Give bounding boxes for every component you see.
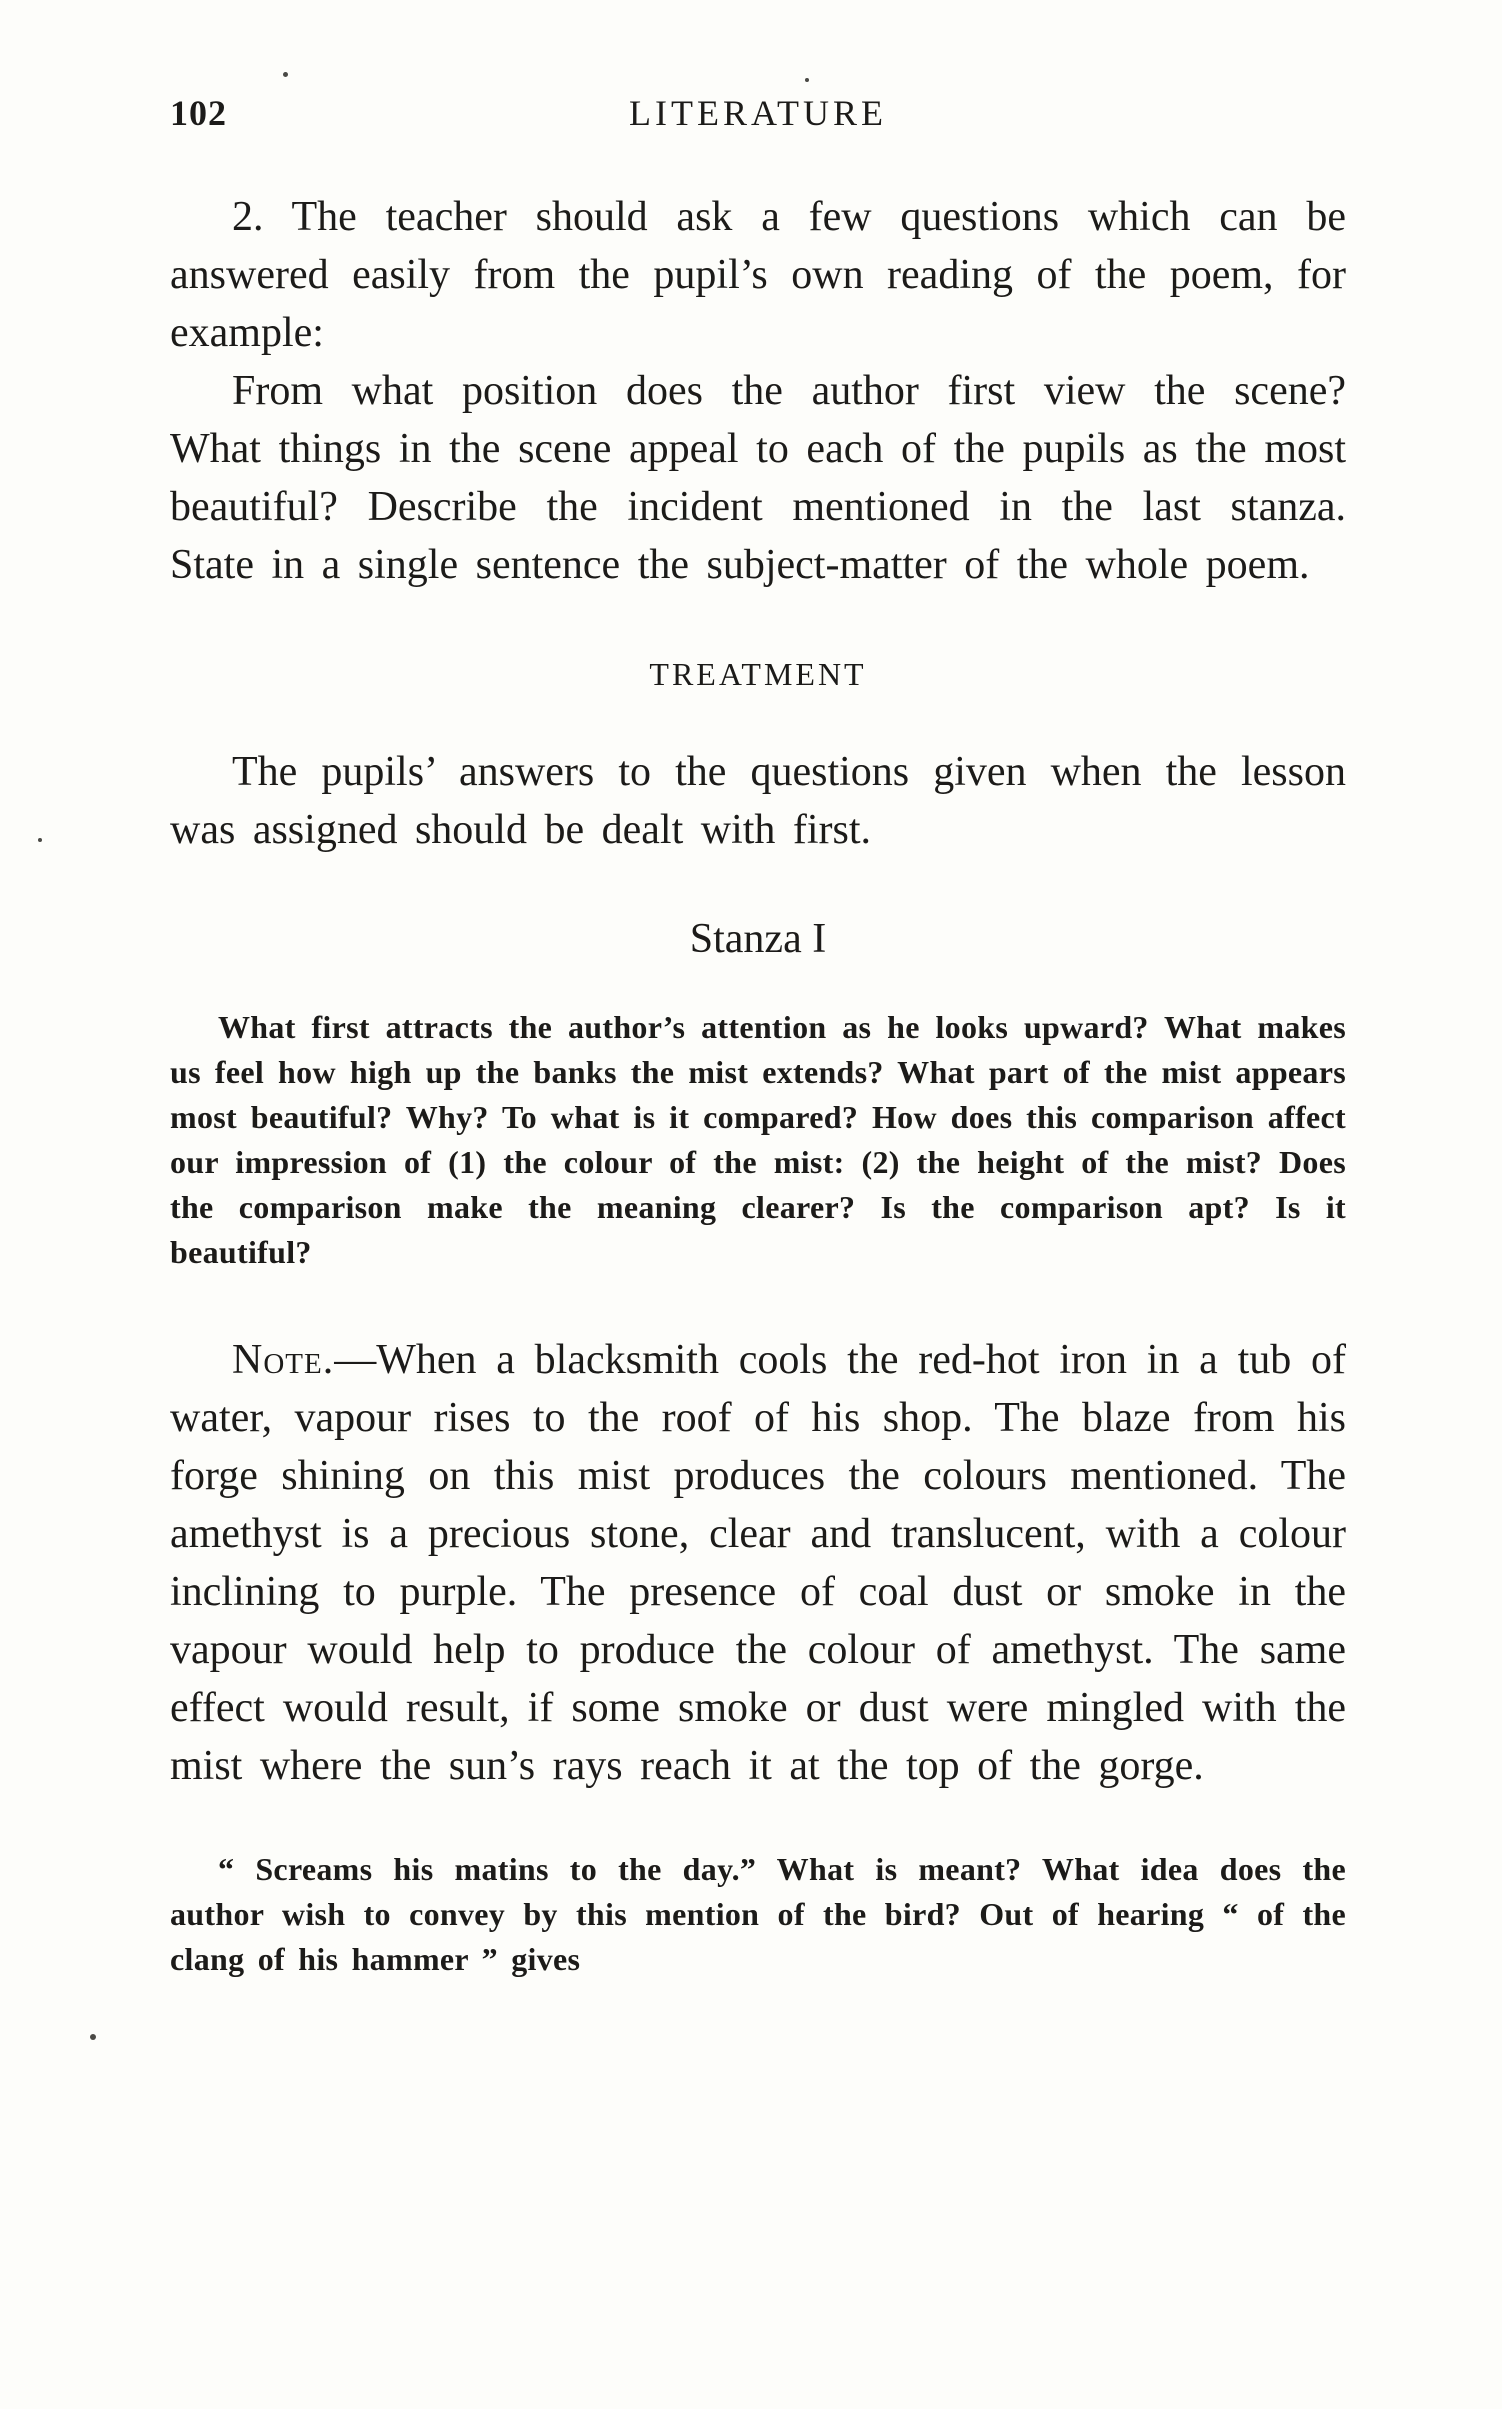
screams-quote: “ Screams his matins to the day.”: [218, 1851, 757, 1887]
paragraph-stanza-questions: What first attracts the author’s attention as he looks upward? What makes us feel how high up the banks the mist extends? What part of the mist appears most beautiful? Why? To what is it compared? How does this comparison affect our impression of (1) the colour of the mist: (2) the height of the mist? Does the comparison make the meaning clearer? Is the comparison apt? Is it beautiful?: [170, 1009, 1346, 1270]
paragraph-treatment: The pupils’ answers to the questions given when the lesson was assigned should be dealt with first.: [170, 749, 1346, 853]
page-number: 102: [170, 93, 227, 133]
heading-stanza-one: Stanza I: [689, 916, 827, 962]
scan-speck: [38, 838, 42, 842]
paragraph-teacher-questions: 2. The teacher should ask a few questions which can be answered easily from the pupil’s own reading of the poem, for example:: [170, 194, 1346, 356]
paragraph-note: [170, 1331, 1346, 1795]
heading-treatment: TREATMENT: [649, 656, 867, 692]
note-text: —When a blacksmith cools the red-hot iron in a tub of water, vapour rises to the roof of his shop. The blaze from his forge shining on this mist produces the colours mentioned. The amethyst is a precious stone, clear and translucent, with a colour inclining to purple. The presence of coal dust or smoke in the vapour would help to produce the colour of amethyst. The same effect would result, if some smoke or dust were mingled with the mist where the sun’s rays reach it at the top of the gorge.: [170, 1337, 1346, 1789]
scan-speck: [283, 72, 288, 77]
scan-speck: [90, 2034, 96, 2040]
screams-rest: What is meant? What idea does the author wish to convey by this mention of the bird? Out of hearing “ of the clang of his hammer ” gives: [170, 1851, 1346, 1977]
running-title: LITERATURE: [629, 93, 887, 133]
scan-speck: [805, 78, 809, 82]
note-label: Note.: [232, 1337, 335, 1383]
page-header: [170, 92, 1346, 148]
paragraph-example-questions: From what position does the author first view the scene? What things in the scene appeal to each of the pupils as the most beautiful? Describe the incident mentioned in the last stanza. State in a single sentence the subject-matter of the whole poem.: [170, 368, 1346, 588]
paragraph-screams-questions: [170, 1847, 1346, 1982]
text-block: [170, 92, 1346, 1982]
